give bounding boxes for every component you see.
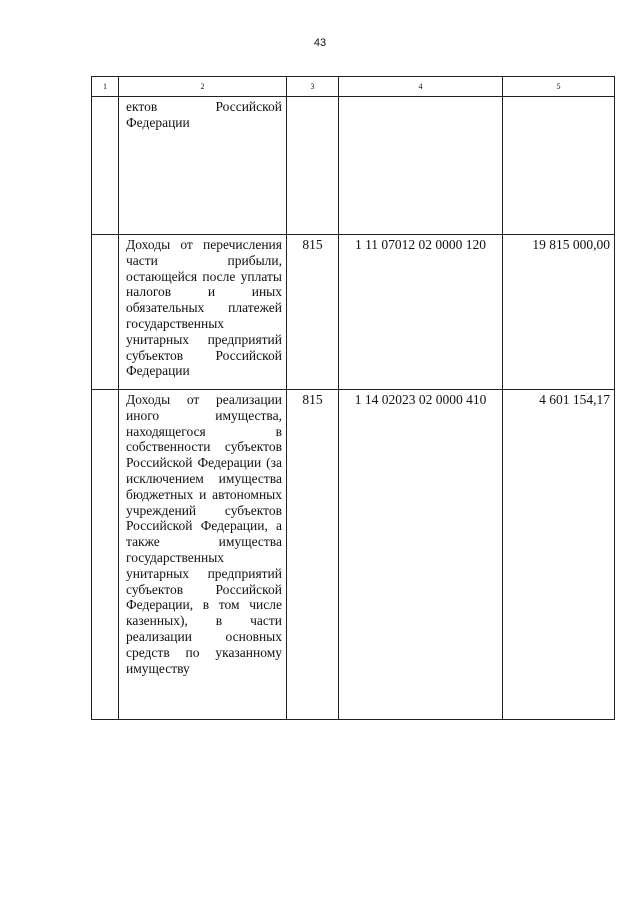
table-row [92, 97, 615, 235]
budget-classification-code-cell [339, 97, 503, 235]
amount-cell: 19 815 000,00 [503, 235, 615, 390]
table-row [92, 390, 615, 720]
budget-classification-code-cell: 1 14 02023 02 0000 410 [339, 390, 503, 720]
amount-cell [503, 97, 615, 235]
table-row [92, 235, 615, 390]
column-header: 4 [339, 77, 503, 97]
admin-code-cell: 815 [287, 235, 339, 390]
table-header-row [92, 77, 615, 97]
admin-code-cell: 815 [287, 390, 339, 720]
row-number-cell [92, 390, 119, 720]
budget-classification-code-cell: 1 11 07012 02 0000 120 [339, 235, 503, 390]
column-header: 3 [287, 77, 339, 97]
description-cell: Доходы от реализации иного имущества, находящегося в собственности субъектов Российской Федерации (за исключением имущества бюджетных и автономных учреждений субъектов Российской Федерации, а также имущества государственных унитарных предприятий субъектов Российской Федерации, в том числе казенных), в части реализации основных средств по указанному имуществу [119, 390, 287, 720]
revenue-table [91, 76, 615, 720]
column-header: 2 [119, 77, 287, 97]
amount-cell: 4 601 154,17 [503, 390, 615, 720]
description-cell: ектов Российской Федерации [119, 97, 287, 235]
row-number-cell [92, 235, 119, 390]
row-number-cell [92, 97, 119, 235]
column-header: 5 [503, 77, 615, 97]
description-cell: Доходы от перечисления части прибыли, остающейся после уплаты налогов и иных обязательных платежей государственных унитарных предприятий субъектов Российской Федерации [119, 235, 287, 390]
page-number: 43 [313, 37, 327, 49]
admin-code-cell [287, 97, 339, 235]
column-header: 1 [92, 77, 119, 97]
